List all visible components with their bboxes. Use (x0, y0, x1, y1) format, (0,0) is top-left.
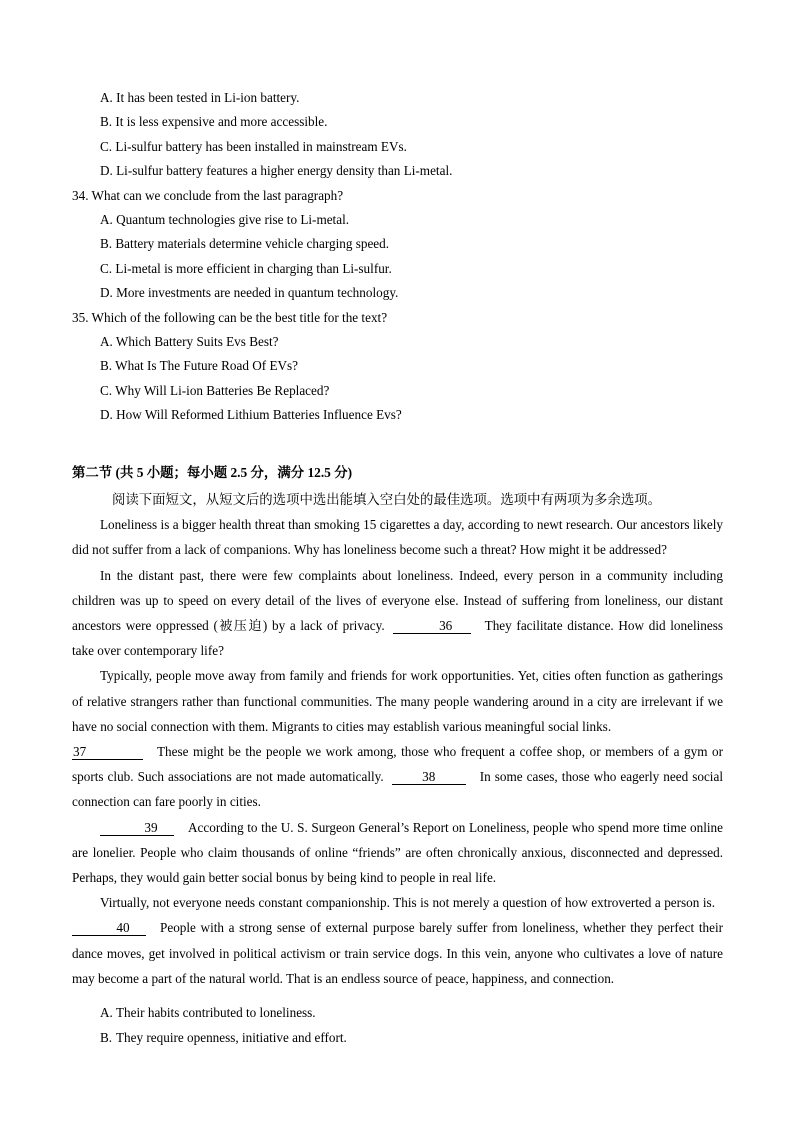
passage-paragraph-3: Typically, people move away from family and friends for work opportunities. Yet, cities often function as gatherings of relative strangers rather than functional communities. The many people wandering around in a city are irrelevant if we have no social connection with them. Migrants to cities may establish various meaningful social links. (72, 668, 723, 734)
question-33-option-d: D. Li-sulfur battery features a higher energy density than Li-metal. (100, 163, 453, 179)
answer-option-a-text: Their habits contributed to loneliness. (116, 1004, 316, 1020)
blank-38[interactable]: 38 (392, 769, 466, 785)
question-block-35 (72, 306, 723, 428)
answer-option-b (72, 1026, 723, 1051)
question-33-option-b: B. It is less expensive and more accessible. (100, 114, 328, 130)
question-34-stem: 34. What can we conclude from the last paragraph? (72, 187, 344, 203)
answer-option-a-label: A. (100, 1004, 113, 1020)
passage-paragraph-2 (72, 563, 723, 664)
question-34-option-d: D. More investments are needed in quantum technology. (100, 285, 399, 301)
page-content (72, 86, 723, 1050)
options-spacer (72, 991, 723, 1001)
question-35-option-b: B. What Is The Future Road Of EVs? (100, 358, 299, 374)
blank-40[interactable]: 40 (72, 920, 146, 936)
passage-paragraph-4 (72, 739, 723, 815)
question-35-option-d: D. How Will Reformed Lithium Batteries Influence Evs? (100, 407, 402, 423)
question-34-option-b: B. Battery materials determine vehicle charging speed. (100, 236, 390, 252)
question-35-stem: 35. Which of the following can be the best title for the text? (72, 309, 388, 325)
answer-option-b-text: They require openness, initiative and effort. (116, 1029, 347, 1045)
answer-option-a (72, 1001, 723, 1026)
paragraph-6-text-after: People with a strong sense of external purpose barely suffer from loneliness, whether they perfect their dance moves, get involved in political activism or train service dogs. In this vein, anyone who cultivates a love of nature may become a part of the natural world. That is an endless source of peace, happiness, and connection. (72, 920, 723, 986)
answer-option-b-label: B. (100, 1029, 113, 1045)
question-34-option-a: A. Quantum technologies give rise to Li-metal. (100, 212, 350, 228)
answer-options-list (72, 1001, 723, 1050)
section-instruction: 阅读下面短文，从短文后的选项中选出能填入空白处的最佳选项。选项中有两项为多余选项。 (112, 492, 662, 508)
paragraph-4-text-after: In some cases, those who eagerly need social connection can fare poorly in cities. (72, 769, 723, 810)
question-block-33 (72, 86, 723, 184)
question-33-option-c: C. Li-sulfur battery has been installed in mainstream EVs. (100, 138, 407, 154)
passage-paragraph-5 (72, 815, 723, 891)
section-heading: 第二节 (共 5 小题；每小题 2.5 分，满分 12.5 分) (72, 464, 353, 480)
question-34-option-c: C. Li-metal is more efficient in charging than Li-sulfur. (100, 260, 392, 276)
question-33-option-a: A. It has been tested in Li-ion battery. (100, 90, 300, 105)
paragraph-2-text-before: In the distant past, there were few complaints about loneliness. Indeed, every person in a community including children was up to speed on every detail of the lives of everyone else. Instead of suffering from loneliness, our distant ancestors were oppressed (被压迫) by a lack of privacy. (72, 567, 723, 633)
blank-37[interactable]: 37 (72, 744, 143, 760)
question-block-34 (72, 184, 723, 306)
reading-passage (72, 512, 723, 991)
question-35-option-a: A. Which Battery Suits Evs Best? (100, 334, 279, 350)
paragraph-5-text-after: According to the U. S. Surgeon General’s Report on Loneliness, people who spend more time online are lonelier. People who claim thousands of online “friends” are often chronically anxious, disconnected and depressed. Perhaps, they would gain better social bonus by being kind to people in real life. (72, 819, 723, 885)
passage-paragraph-6 (72, 890, 723, 991)
paragraph-6-text-before: Virtually, not everyone needs constant companionship. This is not merely a question of how extroverted a person is. (100, 895, 715, 911)
paragraph-4-text-mid: These might be the people we work among, those who frequent a coffee shop, or members of a gym or sports club. Such associations are not made automatically. (72, 743, 723, 785)
blank-39[interactable]: 39 (100, 820, 174, 836)
question-35-option-c: C. Why Will Li-ion Batteries Be Replaced? (100, 382, 330, 398)
passage-paragraph-1: Loneliness is a bigger health threat than smoking 15 cigarettes a day, according to newt research. Our ancestors likely did not suffer from a lack of companions. Why has loneliness become such a threat? How might it be addressed? (72, 517, 723, 558)
paragraph-2-text-after: They facilitate distance. How did loneliness take over contemporary life? (72, 617, 723, 659)
blank-36[interactable]: 36 (393, 618, 471, 634)
